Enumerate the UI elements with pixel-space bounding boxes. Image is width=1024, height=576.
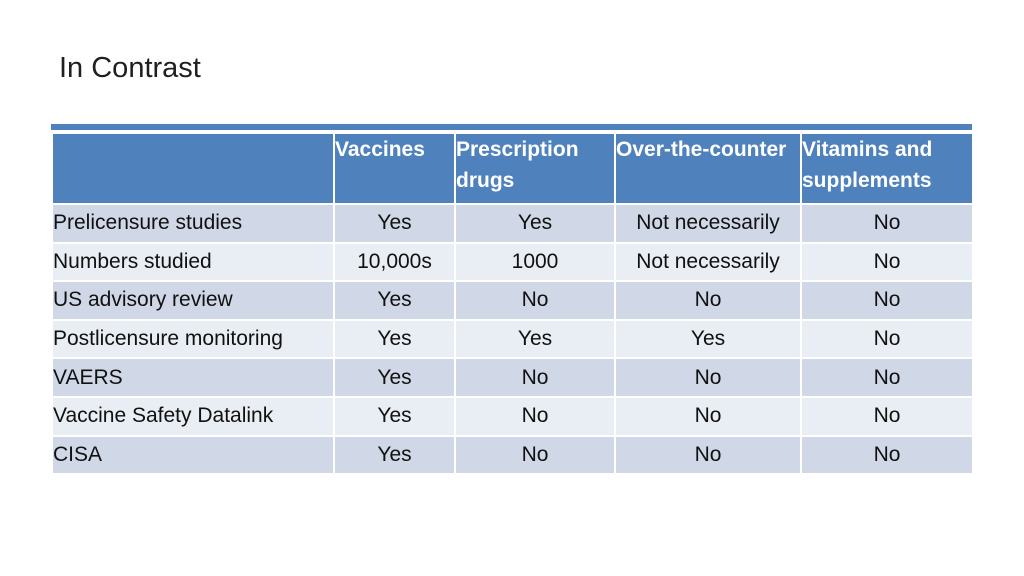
row-label: Vaccine Safety Datalink: [52, 397, 334, 436]
row-label: VAERS: [52, 358, 334, 397]
table-cell: Yes: [615, 320, 801, 359]
table-cell: No: [801, 281, 973, 320]
table-cell: No: [455, 358, 615, 397]
table-cell: No: [801, 358, 973, 397]
table-cell: No: [615, 358, 801, 397]
row-label: Prelicensure studies: [52, 204, 334, 243]
table-row: [52, 358, 973, 397]
table-cell: 1000: [455, 243, 615, 282]
table-cell: Yes: [334, 358, 455, 397]
table-cell: Yes: [455, 320, 615, 359]
table-cell: No: [801, 320, 973, 359]
table-cell: No: [801, 204, 973, 243]
table-cell: No: [615, 436, 801, 475]
table-cell: 10,000s: [334, 243, 455, 282]
header-row: [52, 133, 973, 204]
header-vitamins-supplements: Vitamins and supplements: [801, 133, 973, 204]
table-row: [52, 243, 973, 282]
table-row: [52, 436, 973, 475]
row-label: Numbers studied: [52, 243, 334, 282]
table-cell: Not necessarily: [615, 204, 801, 243]
table-cell: No: [801, 243, 973, 282]
header-vaccines: Vaccines: [334, 133, 455, 204]
table-cell: Not necessarily: [615, 243, 801, 282]
table-cell: No: [801, 436, 973, 475]
header-prescription-drugs: Prescription drugs: [455, 133, 615, 204]
table-cell: No: [455, 281, 615, 320]
row-label: Postlicensure monitoring: [52, 320, 334, 359]
comparison-table: [51, 132, 974, 475]
header-over-the-counter: Over-the-counter: [615, 133, 801, 204]
table-cell: No: [455, 436, 615, 475]
table-cell: No: [615, 281, 801, 320]
row-label: CISA: [52, 436, 334, 475]
table-row: [52, 397, 973, 436]
slide-title: In Contrast: [59, 52, 201, 84]
table-row: [52, 204, 973, 243]
header-rule: [51, 124, 972, 130]
table-row: [52, 320, 973, 359]
table-cell: Yes: [334, 281, 455, 320]
table-cell: No: [615, 397, 801, 436]
header-corner: [52, 133, 334, 204]
table-cell: Yes: [334, 320, 455, 359]
table-cell: Yes: [334, 204, 455, 243]
table-cell: Yes: [334, 397, 455, 436]
table-cell: Yes: [334, 436, 455, 475]
table-cell: No: [801, 397, 973, 436]
row-label: US advisory review: [52, 281, 334, 320]
table-cell: No: [455, 397, 615, 436]
table-row: [52, 281, 973, 320]
table-cell: Yes: [455, 204, 615, 243]
